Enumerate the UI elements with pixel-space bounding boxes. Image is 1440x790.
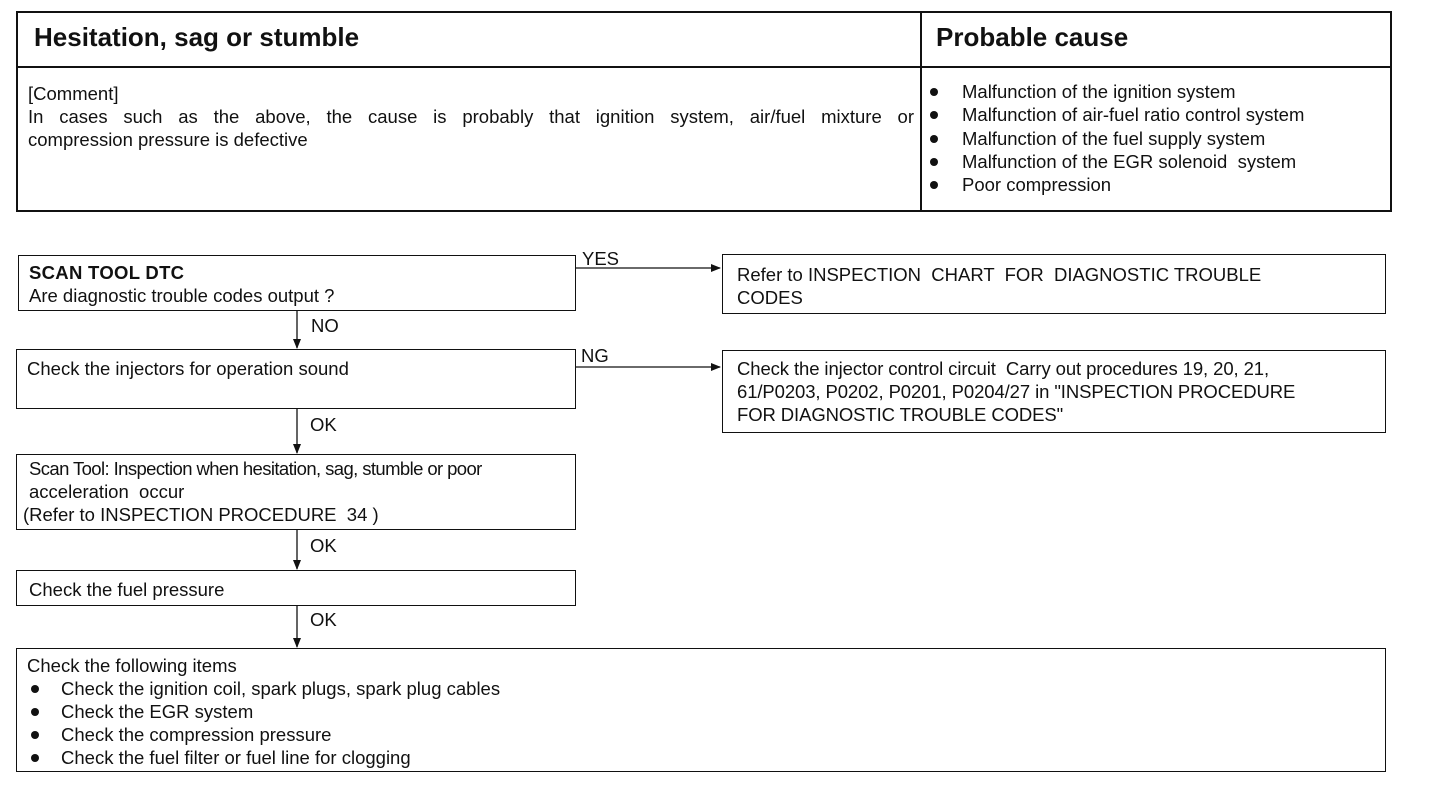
injector-circuit-line: 61/P0203, P0202, P0201, P0204/27 in "INSPECTION PROCEDURE xyxy=(737,381,1296,402)
scan-line: (Refer to INSPECTION PROCEDURE 34 ) xyxy=(23,504,379,525)
cause-header: Probable cause xyxy=(936,22,1129,52)
comment-line: In cases such as the above, the cause is probably that ignition system, air/fuel mixture or xyxy=(28,106,914,127)
dtc-check-box xyxy=(18,255,576,311)
final-item xyxy=(27,700,1375,723)
final-item-text: Check the EGR system xyxy=(61,701,254,722)
injector-circuit-line: Check the injector control circuit Carry out procedures 19, 20, 21, xyxy=(737,358,1270,379)
injector-circuit-box xyxy=(722,350,1386,433)
comment-label: [Comment] xyxy=(28,83,119,104)
bullet-icon xyxy=(31,685,39,693)
refer-dtc-line: Refer to INSPECTION CHART FOR DIAGNOSTIC TROUBLE xyxy=(737,264,1262,285)
cause-text: Poor compression xyxy=(962,174,1112,196)
final-check-items-box xyxy=(16,648,1386,772)
fuel-pressure-check-box xyxy=(16,570,576,606)
final-item-text: Check the ignition coil, spark plugs, spark plug cables xyxy=(61,678,501,699)
cause-text: Malfunction of the fuel supply system xyxy=(962,127,1266,149)
scan-line: Scan Tool: Inspection when hesitation, sag, stumble or poor xyxy=(29,458,482,479)
bullet-icon xyxy=(31,731,39,739)
scan-line: acceleration occur xyxy=(29,481,185,502)
final-item xyxy=(27,723,1375,746)
no-label: NO xyxy=(311,315,339,336)
refer-dtc-chart-box xyxy=(722,254,1386,314)
comment-line: compression pressure is defective xyxy=(28,129,308,150)
final-item-text: Check the compression pressure xyxy=(61,724,332,745)
final-item xyxy=(27,746,1375,769)
bullet-icon xyxy=(31,708,39,716)
bullet-icon xyxy=(31,754,39,762)
injector-circuit-line: FOR DIAGNOSTIC TROUBLE CODES" xyxy=(737,404,1064,425)
injector-check-text: Check the injectors for operation sound xyxy=(27,358,349,379)
dtc-title: SCAN TOOL DTC xyxy=(29,262,185,283)
cause-text: Malfunction of the ignition system xyxy=(962,81,1236,102)
refer-dtc-line: CODES xyxy=(737,287,803,308)
final-item-text: Check the fuel filter or fuel line for clogging xyxy=(61,747,411,768)
ng-label: NG xyxy=(581,345,609,366)
fuel-check-text: Check the fuel pressure xyxy=(29,579,225,600)
scan-tool-inspection-box xyxy=(16,454,576,530)
final-title: Check the following items xyxy=(27,655,237,676)
final-check-list xyxy=(27,677,1375,769)
yes-label: YES xyxy=(582,248,620,269)
symptom-header: Hesitation, sag or stumble xyxy=(34,22,360,52)
final-item xyxy=(27,677,1375,700)
cause-text: Malfunction of air-fuel ratio control system xyxy=(962,104,1305,126)
cause-text: Malfunction of the EGR solenoid system xyxy=(962,150,1297,172)
ok-label: OK xyxy=(310,609,337,630)
ok-label: OK xyxy=(310,414,337,435)
ok-label: OK xyxy=(310,535,337,556)
injector-sound-check-box xyxy=(16,349,576,409)
dtc-question: Are diagnostic trouble codes output ? xyxy=(29,285,335,306)
